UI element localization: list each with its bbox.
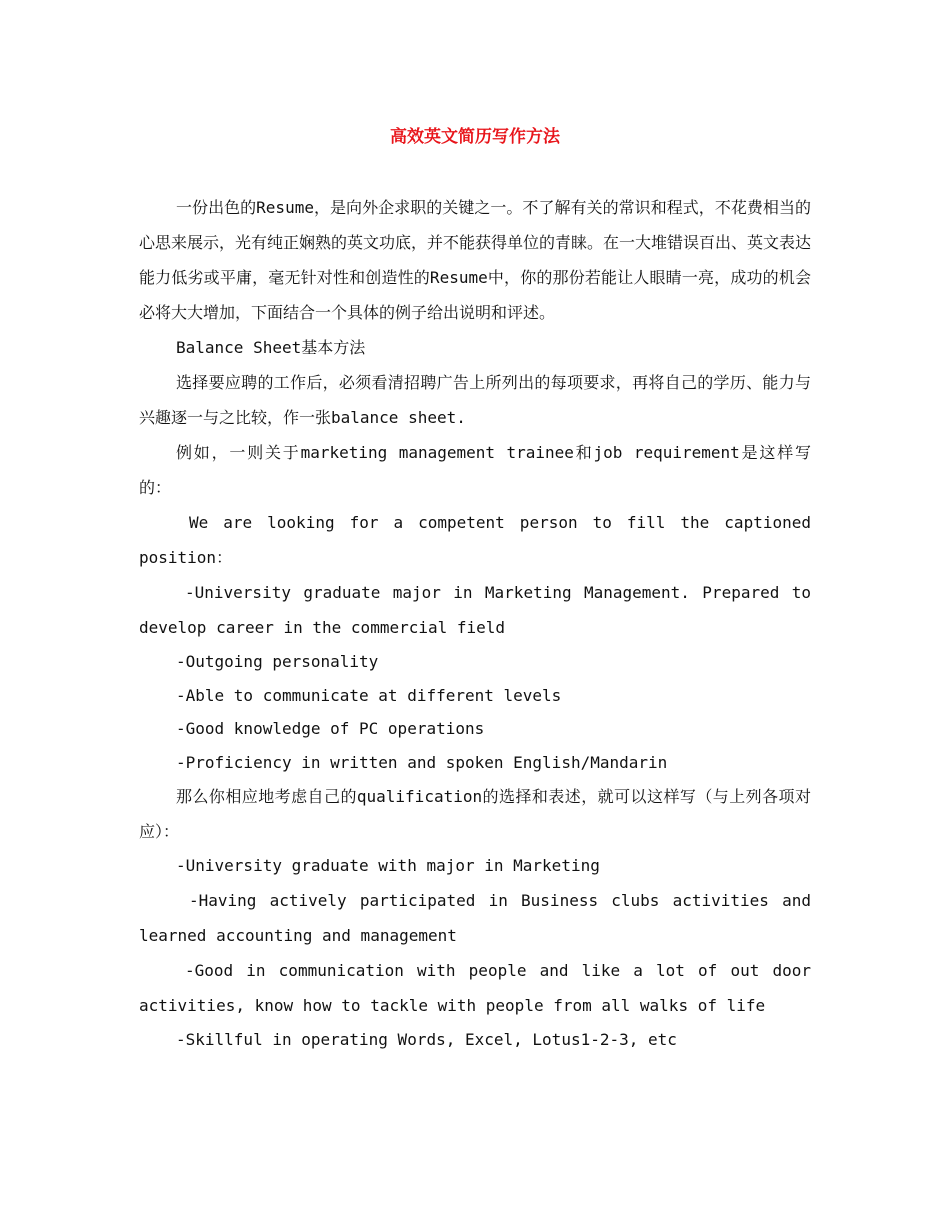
requirement-item: -Good knowledge of PC operations (176, 719, 485, 738)
job-ad-intro: We are looking for a competent person to fill the captioned position： (139, 513, 811, 567)
requirement-item: -Proficiency in written and spoken English/Mandarin (176, 752, 668, 772)
requirement-item: -Outgoing personality (176, 652, 379, 671)
example-intro-paragraph: 例如，一则关于marketing management trainee和job requirement是这样写的： (139, 443, 811, 497)
section-heading-balance-sheet: Balance Sheet基本方法 (176, 338, 366, 357)
document-body (139, 190, 811, 1056)
qualification-item: -Having actively participated in Business clubs activities and learned accounting and management (139, 890, 811, 945)
requirement-item: -Able to communicate at different levels (176, 685, 562, 705)
qualification-intro-paragraph: 那么你相应地考虑自己的qualification的选择和表述，就可以这样写（与上列各项对应）： (139, 787, 811, 841)
qualification-item: -Skillful in operating Words, Excel, Lotus1-2-3, etc (176, 1029, 677, 1049)
document-title: 高效英文简历写作方法 (390, 127, 560, 147)
qualification-item: -University graduate with major in Marketing (176, 856, 600, 875)
qualification-item: -Good in communication with people and like a lot of out door activities, know how to tackle with people from all walks of life (139, 960, 811, 1015)
requirement-item: -University graduate major in Marketing Management. Prepared to develop career in the commercial field (139, 583, 811, 637)
intro-paragraph: 一份出色的Resume，是向外企求职的关键之一。不了解有关的常识和程式，不花费相当的心思来展示，光有纯正娴熟的英文功底，并不能获得单位的青睐。在一大堆错误百出、英文表达能力低劣或平庸，毫无针对性和创造性的Resume中，你的那份若能让人眼睛一亮，成功的机会必将大大增加，下面结合一个具体的例子给出说明和评述。 (139, 198, 812, 322)
balance-sheet-paragraph: 选择要应聘的工作后，必须看清招聘广告上所列出的每项要求，再将自己的学历、能力与兴趣逐一与之比较，作一张balance sheet. (139, 373, 811, 427)
